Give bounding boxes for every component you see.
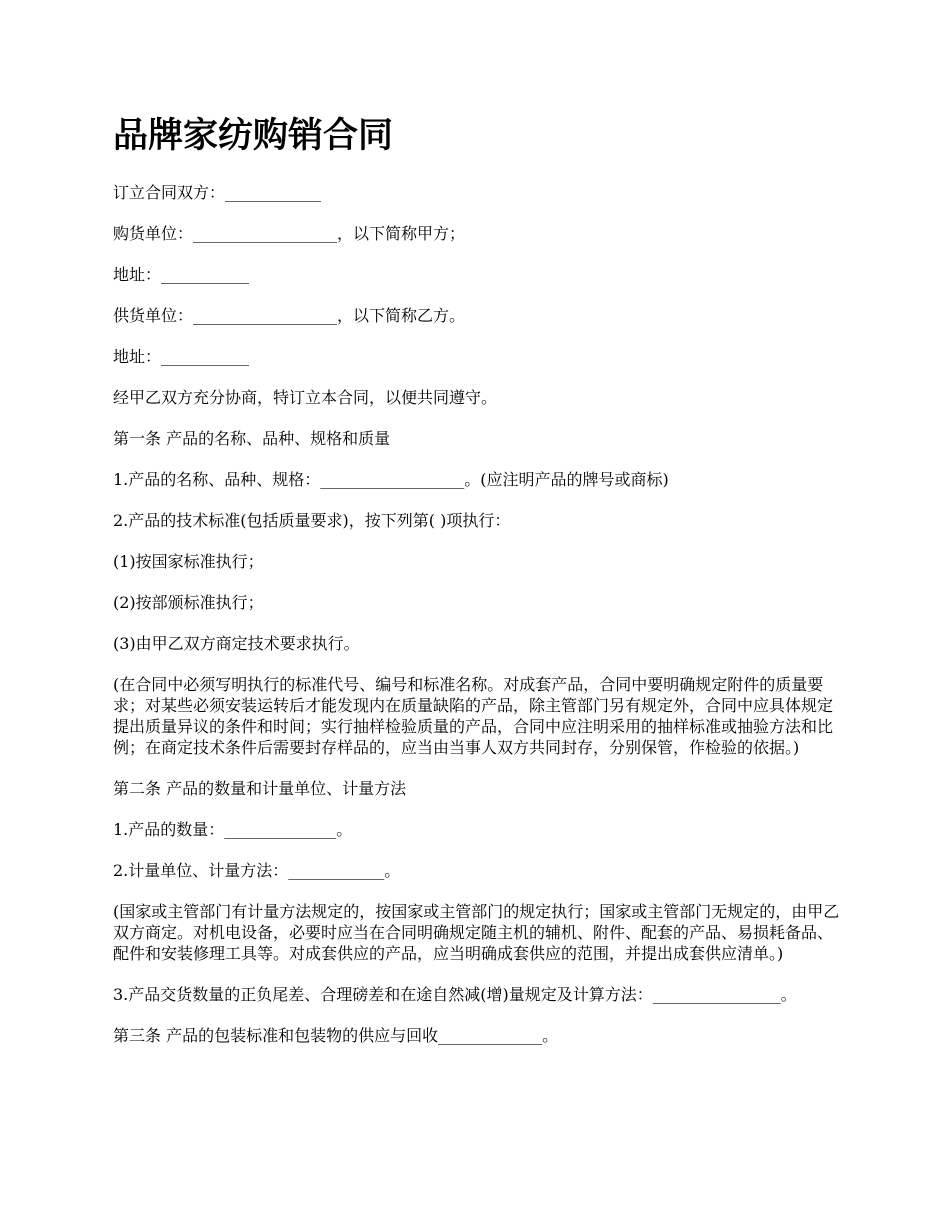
article-2-item-1: 1.产品的数量：______________。 bbox=[113, 820, 353, 839]
document-title: 品牌家纺购销合同 bbox=[113, 115, 394, 156]
article-1-note: (在合同中必须写明执行的标准代号、编号和标准名称。对成套产品，合同中要明确规定附件的质量要求；对某些必须安装运转后才能发现内在质量缺陷的产品，除主管部门另有规定外，合同中应具体规定提出质量异议的条件和时间；实行抽样检验质量的产品，合同中应注明采用的抽样标准或抽验方法和比例；在商定技术条件后需要封存样品的，应当由当事人双方共同封存，分别保管，作检验的依据。) bbox=[113, 675, 834, 757]
article-1-heading: 第一条 产品的名称、品种、规格和质量 bbox=[113, 429, 391, 448]
article-3-heading: 第三条 产品的包装标准和包装物的供应与回收_____________。 bbox=[113, 1026, 559, 1045]
buyer-unit-line: 购货单位：__________________，以下简称甲方； bbox=[113, 224, 466, 243]
article-1-option-2: (2)按部颁标准执行； bbox=[113, 593, 264, 612]
article-2-heading: 第二条 产品的数量和计量单位、计量方法 bbox=[113, 779, 407, 798]
buyer-address-line: 地址：___________ bbox=[113, 265, 250, 284]
article-1-option-1: (1)按国家标准执行； bbox=[113, 552, 264, 571]
article-1-item-2: 2.产品的技术标准(包括质量要求)，按下列第( )项执行： bbox=[113, 511, 511, 530]
article-2-item-2: 2.计量单位、计量方法：____________。 bbox=[113, 861, 401, 880]
article-1-item-1: 1.产品的名称、品种、规格：__________________。(应注明产品的牌号或商标) bbox=[113, 470, 669, 489]
contracting-parties-line: 订立合同双方：____________ bbox=[113, 183, 322, 202]
supplier-unit-line: 供货单位：__________________，以下简称乙方。 bbox=[113, 306, 466, 325]
agreement-statement: 经甲乙双方充分协商，特订立本合同，以便共同遵守。 bbox=[113, 388, 498, 407]
article-2-note: (国家或主管部门有计量方法规定的，按国家或主管部门的规定执行；国家或主管部门无规定的，由甲乙双方商定。对机电设备，必要时应当在合同明确规定随主机的辅机、附件、配套的产品、易损耗备品、配件和安装修理工具等。对成套供应的产品，应当明确成套供应的范围，并提出成套供应清单。) bbox=[113, 902, 840, 963]
article-1-option-3: (3)由甲乙双方商定技术要求执行。 bbox=[113, 634, 360, 653]
article-2-item-3: 3.产品交货数量的正负尾差、合理磅差和在途自然减(增)量规定及计算方法：________________。 bbox=[113, 985, 797, 1004]
supplier-address-line: 地址：___________ bbox=[113, 347, 250, 366]
contract-document bbox=[113, 112, 843, 1066]
